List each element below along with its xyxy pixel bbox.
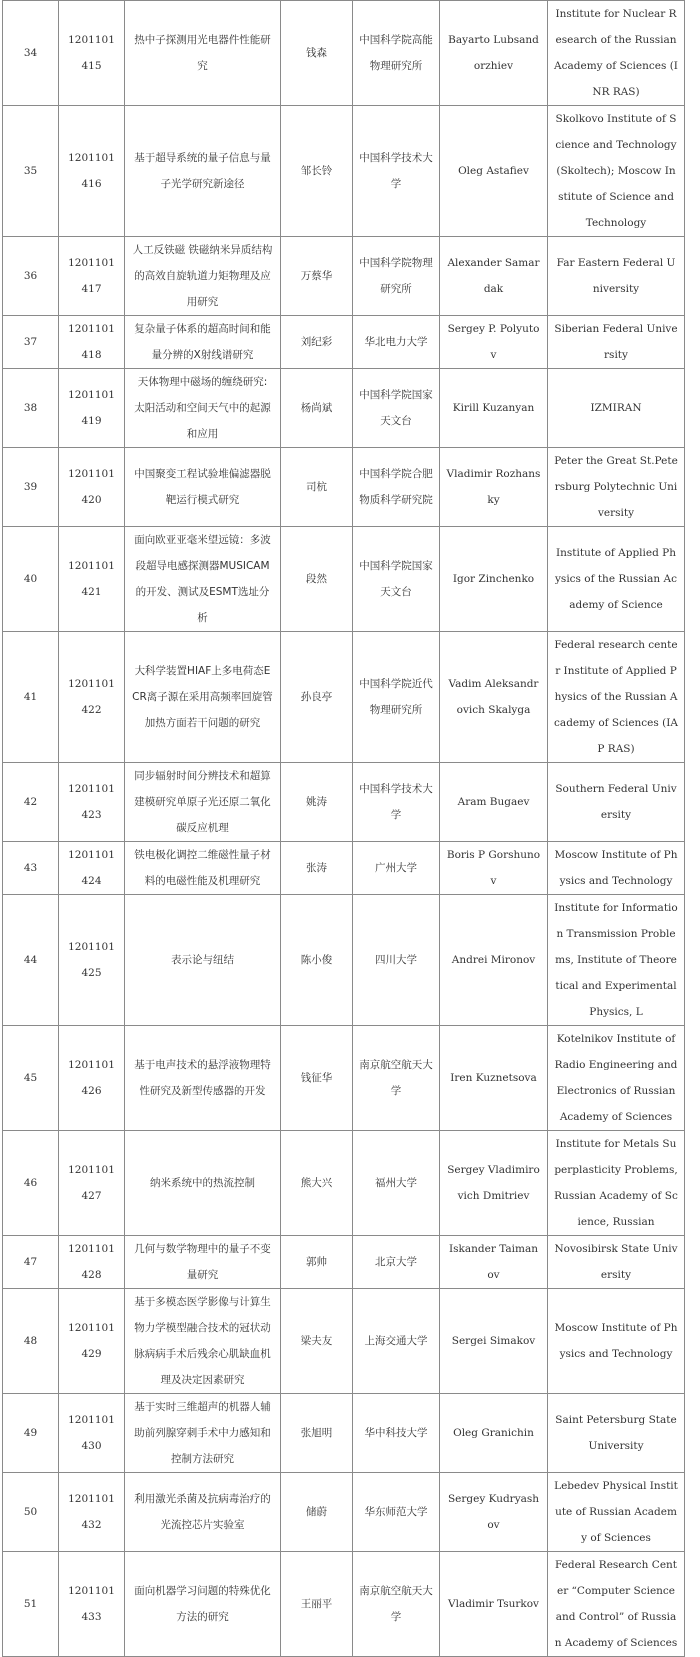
foreign-expert: Bayarto Lubsandorzhiev — [440, 1, 548, 106]
project-id: 1201101424 — [59, 842, 125, 895]
row-number: 44 — [3, 895, 59, 1026]
row-number: 49 — [3, 1394, 59, 1473]
project-title: 大科学装置HIAF上多电荷态ECR离子源在采用高频率回旋管加热方面若干问题的研究 — [125, 632, 281, 763]
table-row — [3, 1552, 685, 1657]
project-title: 复杂量子体系的超高时间和能量分辨的X射线谱研究 — [125, 316, 281, 369]
applicant-name: 王丽平 — [281, 1552, 353, 1657]
applicant-institution: 华北电力大学 — [353, 316, 440, 369]
project-title: 中国聚变工程试验堆偏滤器脱靶运行模式研究 — [125, 448, 281, 527]
foreign-institution: Moscow Institute of Physics and Technology — [548, 842, 685, 895]
project-title: 面向欧亚亚毫米望远镜：多波段超导电感探测器MUSICAM的开发、测试及ESMT选址分析 — [125, 527, 281, 632]
project-title: 铁电极化调控二维磁性量子材料的电磁性能及机理研究 — [125, 842, 281, 895]
table-row — [3, 1473, 685, 1552]
project-id: 1201101417 — [59, 237, 125, 316]
table-row — [3, 1131, 685, 1236]
applicant-name: 钱征华 — [281, 1026, 353, 1131]
project-title: 表示论与纽结 — [125, 895, 281, 1026]
row-number: 42 — [3, 763, 59, 842]
table-row — [3, 316, 685, 369]
applicant-institution: 四川大学 — [353, 895, 440, 1026]
applicant-name: 孙良亭 — [281, 632, 353, 763]
applicant-institution: 华东师范大学 — [353, 1473, 440, 1552]
table-row — [3, 1, 685, 106]
project-title: 纳米系统中的热流控制 — [125, 1131, 281, 1236]
row-number: 39 — [3, 448, 59, 527]
foreign-expert: Iskander Taimanov — [440, 1236, 548, 1289]
applicant-name: 司杭 — [281, 448, 353, 527]
applicant-institution: 南京航空航天大学 — [353, 1552, 440, 1657]
row-number: 47 — [3, 1236, 59, 1289]
table-body — [3, 1, 685, 1657]
applicant-name: 张旭明 — [281, 1394, 353, 1473]
foreign-institution: Skolkovo Institute of Science and Technology (Skoltech); Moscow Institute of Science and Technology — [548, 106, 685, 237]
foreign-institution: Federal Research Center “Computer Science and Control” of Russian Academy of Sciences — [548, 1552, 685, 1657]
applicant-institution: 上海交通大学 — [353, 1289, 440, 1394]
applicant-name: 熊大兴 — [281, 1131, 353, 1236]
project-id: 1201101415 — [59, 1, 125, 106]
foreign-institution: Kotelnikov Institute of Radio Engineering and Electronics of Russian Academy of Sciences — [548, 1026, 685, 1131]
row-number: 48 — [3, 1289, 59, 1394]
applicant-institution: 福州大学 — [353, 1131, 440, 1236]
row-number: 45 — [3, 1026, 59, 1131]
foreign-institution: Institute of Applied Physics of the Russian Academy of Science — [548, 527, 685, 632]
row-number: 34 — [3, 1, 59, 106]
project-id: 1201101432 — [59, 1473, 125, 1552]
project-title: 几何与数学物理中的量子不变量研究 — [125, 1236, 281, 1289]
project-id: 1201101422 — [59, 632, 125, 763]
foreign-institution: Moscow Institute of Physics and Technology — [548, 1289, 685, 1394]
foreign-expert: Andrei Mironov — [440, 895, 548, 1026]
applicant-name: 梁夫友 — [281, 1289, 353, 1394]
project-id: 1201101425 — [59, 895, 125, 1026]
foreign-expert: Vadim Aleksandrovich Skalyga — [440, 632, 548, 763]
applicant-name: 万蔡华 — [281, 237, 353, 316]
applicant-institution: 中国科学院近代物理研究所 — [353, 632, 440, 763]
project-title: 热中子探测用光电器件性能研究 — [125, 1, 281, 106]
table-row — [3, 763, 685, 842]
project-title: 基于电声技术的悬浮液物理特性研究及新型传感器的开发 — [125, 1026, 281, 1131]
applicant-name: 姚涛 — [281, 763, 353, 842]
applicant-name: 钱森 — [281, 1, 353, 106]
row-number: 51 — [3, 1552, 59, 1657]
foreign-institution: Peter the Great St.Petersburg Polytechnic University — [548, 448, 685, 527]
applicant-institution: 中国科学技术大学 — [353, 106, 440, 237]
project-title: 利用激光杀菌及抗病毒治疗的光流控芯片实验室 — [125, 1473, 281, 1552]
foreign-institution: Siberian Federal University — [548, 316, 685, 369]
applicant-name: 刘纪彩 — [281, 316, 353, 369]
foreign-institution: Saint Petersburg State University — [548, 1394, 685, 1473]
table-row — [3, 527, 685, 632]
project-id: 1201101433 — [59, 1552, 125, 1657]
row-number: 38 — [3, 369, 59, 448]
applicant-institution: 中国科学技术大学 — [353, 763, 440, 842]
project-id: 1201101419 — [59, 369, 125, 448]
applicant-name: 邹长铃 — [281, 106, 353, 237]
foreign-expert: Kirill Kuzanyan — [440, 369, 548, 448]
project-id: 1201101420 — [59, 448, 125, 527]
applicant-name: 陈小俊 — [281, 895, 353, 1026]
foreign-expert: Aram Bugaev — [440, 763, 548, 842]
project-id: 1201101421 — [59, 527, 125, 632]
foreign-expert: Igor Zinchenko — [440, 527, 548, 632]
table-row — [3, 842, 685, 895]
project-title: 基于多模态医学影像与计算生物力学模型融合技术的冠状动脉病病手术后残余心肌缺血机理及决定因素研究 — [125, 1289, 281, 1394]
foreign-expert: Oleg Granichin — [440, 1394, 548, 1473]
foreign-institution: IZMIRAN — [548, 369, 685, 448]
foreign-institution: Institute for Information Transmission Problems, Institute of Theoretical and Experimental Physics, L — [548, 895, 685, 1026]
project-id: 1201101427 — [59, 1131, 125, 1236]
foreign-expert: Sergey P. Polyutov — [440, 316, 548, 369]
project-id: 1201101416 — [59, 106, 125, 237]
foreign-expert: Vladimir Tsurkov — [440, 1552, 548, 1657]
foreign-institution: Novosibirsk State University — [548, 1236, 685, 1289]
row-number: 46 — [3, 1131, 59, 1236]
foreign-expert: Oleg Astafiev — [440, 106, 548, 237]
project-id: 1201101430 — [59, 1394, 125, 1473]
table-row — [3, 448, 685, 527]
foreign-expert: Iren Kuznetsova — [440, 1026, 548, 1131]
table-row — [3, 1026, 685, 1131]
projects-table — [2, 0, 685, 1657]
project-id: 1201101418 — [59, 316, 125, 369]
project-id: 1201101423 — [59, 763, 125, 842]
applicant-institution: 中国科学院国家天文台 — [353, 527, 440, 632]
project-id: 1201101428 — [59, 1236, 125, 1289]
foreign-institution: Federal research center Institute of Applied Physics of the Russian Academy of Sciences (IAP RAS) — [548, 632, 685, 763]
applicant-institution: 中国科学院物理研究所 — [353, 237, 440, 316]
table-row — [3, 1394, 685, 1473]
project-id: 1201101426 — [59, 1026, 125, 1131]
row-number: 50 — [3, 1473, 59, 1552]
applicant-institution: 华中科技大学 — [353, 1394, 440, 1473]
applicant-name: 张涛 — [281, 842, 353, 895]
foreign-institution: Far Eastern Federal University — [548, 237, 685, 316]
project-title: 人工反铁磁 铁磁纳米异质结构的高效自旋轨道力矩物理及应用研究 — [125, 237, 281, 316]
foreign-expert: Sergey Kudryashov — [440, 1473, 548, 1552]
applicant-institution: 中国科学院合肥物质科学研究院 — [353, 448, 440, 527]
row-number: 41 — [3, 632, 59, 763]
project-title: 面向机器学习问题的特殊优化方法的研究 — [125, 1552, 281, 1657]
table-row — [3, 895, 685, 1026]
table-row — [3, 237, 685, 316]
foreign-expert: Boris P Gorshunov — [440, 842, 548, 895]
applicant-institution: 中国科学院高能物理研究所 — [353, 1, 440, 106]
foreign-expert: Sergei Simakov — [440, 1289, 548, 1394]
foreign-institution: Lebedev Physical Institute of Russian Academy of Sciences — [548, 1473, 685, 1552]
foreign-institution: Institute for Nuclear Research of the Russian Academy of Sciences (INR RAS) — [548, 1, 685, 106]
applicant-name: 段然 — [281, 527, 353, 632]
foreign-expert: Vladimir Rozhansky — [440, 448, 548, 527]
foreign-expert: Alexander Samardak — [440, 237, 548, 316]
foreign-institution: Southern Federal University — [548, 763, 685, 842]
applicant-name: 储蔚 — [281, 1473, 353, 1552]
row-number: 40 — [3, 527, 59, 632]
project-title: 天体物理中磁场的缠绕研究: 太阳活动和空间天气中的起源和应用 — [125, 369, 281, 448]
applicant-institution: 中国科学院国家天文台 — [353, 369, 440, 448]
table-row — [3, 632, 685, 763]
row-number: 37 — [3, 316, 59, 369]
row-number: 43 — [3, 842, 59, 895]
project-title: 基于超导系统的量子信息与量子光学研究新途径 — [125, 106, 281, 237]
applicant-name: 杨尚斌 — [281, 369, 353, 448]
row-number: 35 — [3, 106, 59, 237]
applicant-institution: 北京大学 — [353, 1236, 440, 1289]
applicant-institution: 广州大学 — [353, 842, 440, 895]
foreign-institution: Institute for Metals Superplasticity Problems, Russian Academy of Science, Russian — [548, 1131, 685, 1236]
table-row — [3, 369, 685, 448]
project-id: 1201101429 — [59, 1289, 125, 1394]
project-title: 基于实时三维超声的机器人辅助前列腺穿刺手术中力感知和控制方法研究 — [125, 1394, 281, 1473]
table-row — [3, 1289, 685, 1394]
table-row — [3, 1236, 685, 1289]
row-number: 36 — [3, 237, 59, 316]
project-title: 同步辐射时间分辨技术和超算建模研究单原子光还原二氧化碳反应机理 — [125, 763, 281, 842]
foreign-expert: Sergey Vladimirovich Dmitriev — [440, 1131, 548, 1236]
applicant-institution: 南京航空航天大学 — [353, 1026, 440, 1131]
applicant-name: 郭帅 — [281, 1236, 353, 1289]
table-row — [3, 106, 685, 237]
